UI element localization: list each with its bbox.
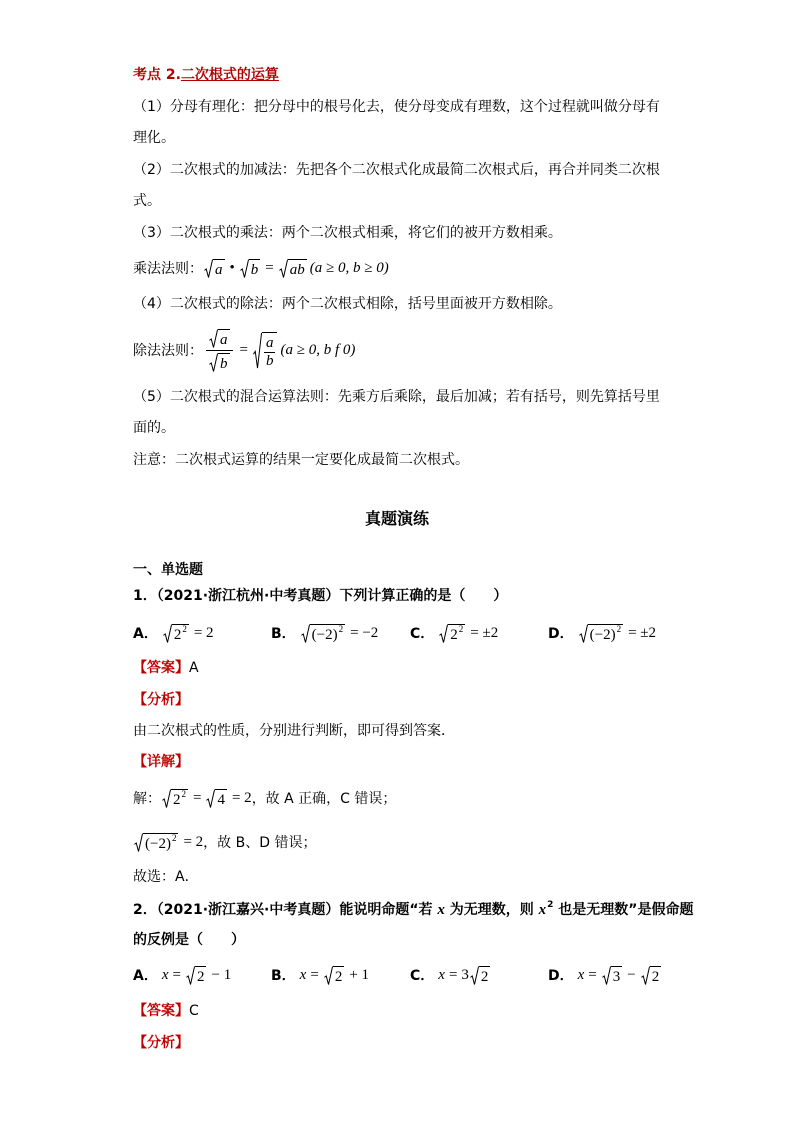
- radical-sign: [163, 624, 172, 643]
- section-title: [133, 65, 279, 85]
- radicand: b: [220, 355, 228, 372]
- sqrt-expression: [162, 789, 188, 808]
- radicand: 2: [196, 968, 205, 985]
- equals-sign: =: [172, 966, 181, 983]
- stem-text: 为无理数，则: [444, 902, 539, 918]
- radical-sign: [209, 353, 218, 372]
- radical-sign: [162, 789, 171, 808]
- question-2-option-c: [410, 962, 491, 988]
- question-1-solution-line-2: [133, 830, 316, 854]
- option-rhs: = ±2: [628, 624, 657, 641]
- variable-x: x: [299, 966, 307, 983]
- radicand-base: (−2): [589, 626, 616, 643]
- point-5-line-1: （5）二次根式的混合运算法则：先乘方后乘除，最后加减；若有括号，则先算括号里: [133, 389, 660, 405]
- question-1-option-d: [548, 620, 656, 646]
- fraction-numerator: [206, 329, 233, 351]
- inner-numerator: a: [265, 334, 274, 351]
- point-2-line-2: 式。: [133, 193, 161, 209]
- coefficient: 3: [461, 966, 469, 983]
- option-rhs: = −2: [350, 624, 379, 641]
- question-1-option-a: [133, 620, 214, 646]
- radicand: a: [215, 261, 223, 278]
- radical-sign: [186, 966, 195, 985]
- section-title-text: 二次根式的运算: [180, 67, 279, 83]
- question-1-detail-tag: 【详解】: [133, 754, 189, 770]
- question-2-stem-line-2: 的反例是（ ）: [133, 932, 245, 948]
- fraction-denominator: [206, 351, 233, 372]
- solution-prefix: 解：: [133, 791, 161, 807]
- sqrt-expression: [163, 624, 189, 643]
- radicand-exponent: 2: [171, 832, 177, 843]
- question-1-option-b: [271, 620, 378, 646]
- sqrt-expression: [602, 966, 623, 985]
- variable-x: x: [161, 966, 169, 983]
- radicand: 3: [612, 968, 621, 985]
- radicand: 2: [651, 968, 660, 985]
- equals-sign: =: [265, 259, 274, 276]
- point-5-line-2: 面的。: [133, 420, 175, 436]
- radicand-base: 2: [450, 626, 458, 643]
- radical-sign: [209, 329, 218, 348]
- radical-sign: [579, 624, 588, 643]
- option-letter: A．: [133, 968, 158, 984]
- inner-denominator: b: [265, 352, 274, 369]
- radicand-base: (−2): [311, 626, 338, 643]
- point-1-line-2: 理化。: [133, 130, 175, 146]
- result: = 2: [183, 833, 204, 850]
- fraction-sqrt-a-over-sqrt-b: [206, 329, 233, 372]
- radicand-exponent: 2: [616, 623, 622, 634]
- question-1-option-c: [410, 620, 498, 646]
- question-2-analysis-tag: 【分析】: [133, 1035, 189, 1051]
- equals-sign: =: [193, 789, 202, 806]
- radical-sign: [324, 966, 333, 985]
- variable-x: x: [577, 966, 585, 983]
- variable-x: x: [538, 902, 547, 918]
- practice-heading: 真题演练: [364, 509, 429, 528]
- inner-fraction: [264, 336, 276, 369]
- exponent: 2: [547, 900, 554, 910]
- point-2-line-1: （2）二次根式的加减法：先把各个二次根式化成最简二次根式后，再合并同类二次根: [133, 162, 660, 178]
- option-letter: C．: [410, 968, 435, 984]
- option-letter: D．: [548, 626, 574, 642]
- section-single-choice: 一、单选题: [133, 562, 203, 578]
- equals-sign: =: [239, 341, 248, 358]
- question-1-conclusion: 故选：A．: [133, 869, 199, 885]
- question-1-stem: 1．（2021·浙江杭州·中考真题）下列计算正确的是（ ）: [133, 588, 508, 604]
- result: = 2: [231, 789, 252, 806]
- sqrt-expression: [470, 966, 491, 985]
- question-1-analysis-tag: 【分析】: [133, 692, 189, 708]
- equals-sign: =: [588, 966, 597, 983]
- radicand-base: (−2): [145, 835, 171, 852]
- option-rhs: = 2: [193, 624, 214, 641]
- section-title-prefix: 考点 2.: [133, 67, 181, 83]
- radical-sign: [470, 966, 479, 985]
- sqrt-b: [240, 259, 261, 278]
- sqrt-ab: [279, 259, 307, 278]
- option-letter: A．: [133, 626, 158, 642]
- option-letter: B．: [271, 626, 296, 642]
- equals-sign: =: [310, 966, 319, 983]
- stem-text: 2．（2021·浙江嘉兴·中考真题）能说明命题“若: [133, 902, 438, 918]
- option-letter: B．: [271, 968, 296, 984]
- point-1-line-1: （1）分母有理化：把分母中的根号化去，使分母变成有理数，这个过程就叫做分母有: [133, 99, 660, 115]
- sqrt-expression: [439, 624, 465, 643]
- option-letter: D．: [548, 968, 574, 984]
- sqrt-expression: [186, 966, 207, 985]
- solution-suffix: ，故 B、D 错误；: [203, 835, 317, 851]
- radicand-exponent: 2: [182, 623, 187, 634]
- stem-text: 也是无理数”是假命题: [553, 902, 694, 918]
- sqrt-expression: [301, 624, 345, 643]
- sqrt-expression: [134, 833, 178, 852]
- question-2-answer: [133, 1001, 199, 1021]
- radicand: b: [250, 261, 259, 278]
- sqrt-a: [204, 259, 225, 278]
- point-3: （3）二次根式的乘法：两个二次根式相乘，将它们的被开方数相乘。: [133, 225, 562, 241]
- point-4: （4）二次根式的除法：两个二次根式相除，括号里面被开方数相除。: [133, 296, 562, 312]
- answer-tag: 【答案】: [133, 660, 189, 676]
- sqrt-expression: [579, 624, 623, 643]
- division-rule-label: 除法法则：: [133, 343, 203, 359]
- question-2-stem-line-1: [133, 900, 694, 920]
- sqrt-a-over-b: [253, 332, 278, 369]
- variable-x: x: [437, 902, 445, 918]
- sqrt-b: [209, 353, 230, 372]
- note: 注意：二次根式运算的结果一定要化成最简二次根式。: [133, 452, 469, 468]
- question-1-solution-line-1: [133, 786, 396, 810]
- radicand: 2: [480, 968, 489, 985]
- radicand: a: [220, 331, 228, 348]
- sqrt-a: [209, 329, 230, 348]
- question-2-option-d: [548, 962, 662, 988]
- equals-sign: =: [448, 966, 458, 983]
- question-2-option-b: [271, 962, 369, 988]
- radicand-base: 2: [173, 791, 181, 808]
- answer-value: A: [189, 660, 199, 676]
- condition: (a ≥ 0, b f 0): [280, 341, 356, 358]
- radicand-exponent: 2: [458, 623, 464, 634]
- option-tail: − 1: [211, 966, 232, 983]
- question-2-option-a: [133, 962, 231, 988]
- radicand-exponent: 2: [181, 788, 186, 799]
- sqrt-expression: [324, 966, 345, 985]
- multiplication-rule-label: 乘法法则：: [133, 261, 203, 277]
- option-rhs: = ±2: [470, 624, 499, 641]
- condition: (a ≥ 0, b ≥ 0): [309, 259, 389, 276]
- option-tail: + 1: [349, 966, 370, 983]
- radicand-exponent: 2: [338, 623, 344, 634]
- radical-sign: [240, 259, 249, 278]
- radicand: ab: [289, 261, 305, 278]
- radicand-base: 2: [173, 626, 182, 643]
- multiplication-rule: [133, 256, 389, 280]
- variable-x: x: [438, 966, 445, 983]
- dot-operator: •: [229, 259, 235, 276]
- radical-sign: [253, 332, 262, 369]
- radicand: 4: [217, 791, 225, 808]
- radical-sign: [206, 789, 215, 808]
- minus-sign: −: [627, 966, 636, 983]
- answer-tag: 【答案】: [133, 1003, 189, 1019]
- option-letter: C．: [410, 626, 435, 642]
- radical-sign: [279, 259, 288, 278]
- question-1-analysis-text: 由二次根式的性质，分别进行判断，即可得到答案．: [133, 723, 455, 739]
- radical-sign: [134, 833, 143, 852]
- radical-sign: [301, 624, 310, 643]
- solution-suffix: ，故 A 正确，C 错误；: [251, 791, 397, 807]
- question-1-answer: [133, 658, 199, 678]
- radical-sign: [204, 259, 213, 278]
- sqrt-four: [206, 789, 227, 808]
- radicand: 2: [334, 968, 343, 985]
- answer-value: C: [189, 1003, 199, 1019]
- radical-sign: [641, 966, 650, 985]
- division-rule: [133, 328, 355, 372]
- radical-sign: [439, 624, 448, 643]
- sqrt-expression: [641, 966, 662, 985]
- radical-sign: [602, 966, 611, 985]
